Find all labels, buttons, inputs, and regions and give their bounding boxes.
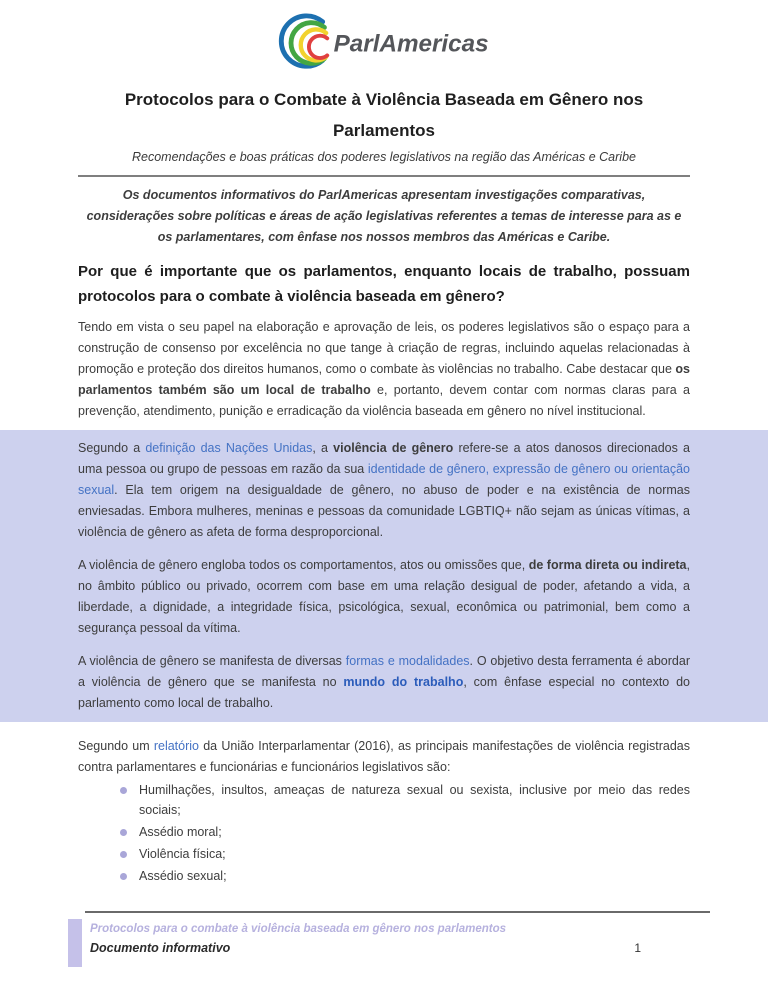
list-item bbox=[118, 866, 690, 886]
highlight-paragraph-3 bbox=[78, 651, 690, 714]
highlight-paragraph-1 bbox=[78, 438, 690, 543]
bullet-dot-icon bbox=[120, 829, 127, 836]
bullet-dot-icon bbox=[120, 787, 127, 794]
inline-link[interactable]: identidade de gênero, expressão de gênero ou orientação sexual bbox=[78, 462, 690, 497]
footer-divider bbox=[85, 911, 710, 913]
inline-link[interactable]: formas e modalidades bbox=[345, 654, 470, 668]
list-item bbox=[118, 844, 690, 864]
inline-link[interactable]: relatório bbox=[153, 739, 200, 753]
body-paragraph-1 bbox=[78, 317, 690, 422]
bullet-text: Assédio moral; bbox=[139, 825, 222, 839]
footer-doc-type: Documento informativo bbox=[90, 941, 231, 955]
bullet-text: Assédio sexual; bbox=[139, 869, 227, 883]
text-segment: Segundo um bbox=[78, 739, 154, 753]
footer-doc-title: Protocolos para o combate à violência baseada em gênero nos parlamentos bbox=[90, 923, 507, 935]
bullet-text: Violência física; bbox=[139, 847, 226, 861]
text-segment: , com ênfase especial no contexto do parlamento como local de trabalho. bbox=[78, 675, 690, 710]
text-segment: A violência de gênero se manifesta de diversas bbox=[78, 654, 346, 668]
logo-arc-red-icon bbox=[309, 36, 327, 58]
bullet-list bbox=[78, 780, 690, 886]
footer-accent-bar bbox=[68, 919, 82, 967]
text-segment: , a bbox=[312, 441, 334, 455]
bullet-dot-icon bbox=[120, 851, 127, 858]
inline-link[interactable]: definição das Nações Unidas bbox=[145, 441, 313, 455]
page-title: Protocolos para o Combate à Violência Baseada em Gênero nos Parlamentos bbox=[124, 90, 644, 140]
highlight-box bbox=[0, 430, 768, 722]
bullet-dot-icon bbox=[120, 873, 127, 880]
text-segment: refere-se a atos danosos direcionados a uma pessoa ou grupo de pessoas em razão da sua bbox=[78, 441, 690, 476]
text-segment: da União Interparlamentar (2016), as principais manifestações de violência registradas contra parlamentares e funcionárias e funcionários legislativos são: bbox=[78, 739, 690, 774]
divider bbox=[78, 175, 690, 177]
footer-row bbox=[0, 917, 768, 969]
page-subtitle: Recomendações e boas práticas dos poderes legislativos na região das Américas e Caribe bbox=[132, 150, 636, 164]
text-segment: , no âmbito público ou privado, ocorrem com base em uma relação desigual de poder, afetando a vida, a liberdade, a dignidade, a integridade física, psicológica, sexual, econômica ou patrimonial, bem como a segurança pessoal da vítima. bbox=[78, 558, 690, 635]
list-item bbox=[118, 780, 690, 820]
text-segment: Tendo em vista o seu papel na elaboração e aprovação de leis, os poderes legislativos são o espaço para a construção de consenso por excelência no que tange à criação de regras, incluindo aquelas relacionadas à promoção e proteção dos direitos humanos, como o combate às violências no trabalho. Cabe destacar que bbox=[78, 320, 690, 376]
highlight-paragraph-2 bbox=[78, 555, 690, 639]
text-segment: A violência de gênero engloba todos os comportamentos, atos ou omissões que, bbox=[78, 558, 529, 572]
parlamericas-logo bbox=[0, 0, 768, 74]
text-segment: e, portanto, devem contar com normas claras para a prevenção, atendimento, punição e erradicação da violência baseada em gênero no nível institucional. bbox=[78, 383, 690, 418]
intro-note: Os documentos informativos do ParlAmericas apresentam investigações comparativas, considerações sobre políticas e áreas de ação legislativas referentes a temas de interesse para as e os parlamentares, com ênfase nos nossos membros das Américas e Caribe. bbox=[86, 188, 682, 244]
text-segment: os parlamentos também são um local de trabalho bbox=[78, 362, 690, 397]
bullet-text: Humilhações, insultos, ameaças de natureza sexual ou sexista, inclusive por meio das redes sociais; bbox=[139, 783, 690, 817]
logo-text: ParlAmericas bbox=[333, 30, 489, 58]
footer bbox=[0, 911, 768, 969]
footer-texts bbox=[90, 917, 768, 955]
list-item bbox=[118, 822, 690, 842]
text-segment: . O objetivo desta ferramenta é abordar a violência de gênero que se manifesta no bbox=[78, 654, 690, 689]
text-segment: Segundo a bbox=[78, 441, 146, 455]
text-segment: . Ela tem origem na desigualdade de gênero, no abuso de poder e na existência de normas enviesadas. Embora mulheres, meninas e pessoas da comunidade LGBTIQ+ não sejam as únicas vítimas, a violência de gênero as afeta de forma desproporcional. bbox=[78, 483, 690, 539]
page-number: 1 bbox=[634, 941, 641, 955]
text-segment: violência de gênero bbox=[333, 441, 454, 455]
body-paragraph-2 bbox=[78, 736, 690, 778]
text-segment: de forma direta ou indireta bbox=[528, 558, 687, 572]
inline-link[interactable]: mundo do trabalho bbox=[343, 675, 464, 689]
section-heading: Por que é importante que os parlamentos, enquanto locais de trabalho, possuam protocolos para o combate à violência baseada em gênero? bbox=[78, 263, 690, 305]
parlamericas-logo-graphic bbox=[268, 12, 500, 74]
